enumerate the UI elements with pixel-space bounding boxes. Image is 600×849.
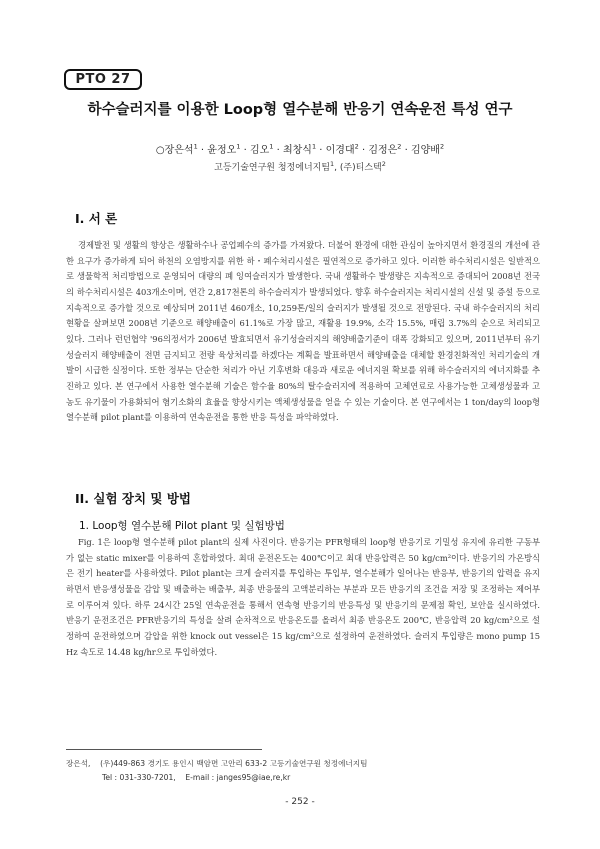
- footnote-address: 장은석, (우)449-863 경기도 용인시 백암면 고안리 633-2 고등기술연구원 청정에너지팀: [66, 759, 368, 768]
- section-heading-methods: II. 실험 장치 및 방법: [75, 491, 191, 506]
- author-7: 김양배$^2$: [410, 142, 445, 156]
- subsection-heading-pilot-plant: 1. Loop형 열수분해 Pilot plant 및 실험방법: [79, 520, 285, 532]
- author-3: 김오$^1$: [249, 142, 274, 156]
- paper-title: 하수슬러지를 이용한 Loop형 열수분해 반응기 연속운전 특성 연구: [87, 102, 513, 118]
- footnote-divider: [66, 749, 262, 750]
- affiliation: 고등기술연구원 청정에너지팀$^1$, (주)티스텍$^2$: [214, 160, 386, 173]
- author-6: 김정은$^2$: [368, 142, 402, 156]
- intro-paragraph: 경제발전 및 생활의 향상은 생활하수나 공업폐수의 증가를 가져왔다. 더불어 환경에 대한 관심이 높아지면서 환경질의 개선에 관한 요구가 증가하게 되어 하천의 오염방지를 위한 하・폐수처리시설은 필연적으로 증가하고 있다. 이러한 하수처리시설은 일반적으로 생물학적 처리방법으로 운영되어 대량의 폐 잉여슬러지가 발생한다. 국내 생활하수 발생량은 지속적으로 증대되어 2008년 전국의 하수처리시설은 403개소이며, 연간 2,817천톤의 하수슬러지가 발생되었다. 향후 하수슬러지는 처리시설의 신설 및 증설 등으로 지속적으로 증가할 것으로 예상되며 2011년 460개소, 10,259톤/일의 슬러지가 발생될 것으로 전망된다. 국내 하수슬러지의 처리현황을 살펴보면 2008년 기준으로 해양배출이 61.1%로 가장 많고, 재활용 19.9%, 소각 15.5%, 매립 3.7%의 순으로 처리되고 있다. 그러나 런던협약 '96의정서가 2006년 발효되면서 유기성슬러지의 해양배출기준이 대폭 강화되고 있으며, 2011년부터 유기성슬러지 해양배출이 전면 금지되고 전량 육상처리를 하겠다는 계획을 발표하면서 해양배출을 대체할 환경친화적인 처리기술의 개발이 시급한 실정이다. 또한 정부는 단순한 처리가 아닌 기후변화 대응과 새로운 에너지원 확보를 위해 하수슬러지의 에너지화를 추진하고 있다. 본 연구에서 사용한 열수분해 기술은 함수율 80%의 탈수슬러지에 적용하여 고체연료로 사용가능한 고체생성물과 고농도 유기물이 가용화되어 혐기소화의 효율을 향상시키는 액체생성물을 얻을 수 있는 기술이다. 본 연구에서는 1 ton/day의 loop형 열수분해 pilot plant를 이용하여 연속운전을 통한 반응 특성을 파악하였다.: [66, 240, 540, 423]
- author-5: 이경대$^2$: [325, 142, 359, 156]
- page-number: - 252 -: [285, 797, 315, 807]
- author-list: ○장은석$^1$ · 윤정오$^1$ · 김오$^1$ · 최창식$^1$ · 이경대$^2$ · 김정은$^2$ · 김양배$^2$: [155, 142, 445, 156]
- author-1: ○장은석$^1$: [155, 142, 198, 156]
- session-badge: PTO 27: [64, 69, 142, 90]
- author-2: 윤정오$^1$: [207, 142, 241, 156]
- methods-paragraph: Fig. 1은 loop형 열수분해 pilot plant의 실제 사진이다. 반응기는 PFR형태의 loop형 반응기로 기밀성 유지에 유리한 구동부가 없는 static mixer를 이용하여 혼합하였다. 최대 운전온도는 400℃이고 최대 반응압력은 50 kg/cm²이다. 반응기의 가온방식은 전기 heater를 사용하였다. Pilot plant는 크게 슬러지를 투입하는 투입부, 열수분해가 일어나는 반응부, 반응기의 압력을 유지하면서 반응생성물을 감압 및 배출하는 배출부, 최종 반응물의 고액분리하는 부분과 모든 반응기의 조건을 저장 및 조정하는 제어부로 이루어져 있다. 하루 24시간 25일 연속운전을 통해서 연속형 반응기의 반응특성 및 반응기의 문제점 확인, 보안을 실시하였다. 반응기 운전조건은 PFR반응기의 특성을 살려 순차적으로 반응온도를 올려서 최종 반응온도 200℃, 반응압력 20 kg/cm²으로 설정하여 운전하였으며 감압을 위한 knock out vessel은 15 kg/cm²으로 설정하여 운전하였다. 슬러지 투입량은 mono pump 15 Hz 속도로 14.48 kg/hr으로 투입하였다.: [66, 537, 540, 657]
- section-heading-intro: I. 서 론: [75, 211, 118, 226]
- footnote-contact: Tel : 031-330-7201, E-mail : janges95@iae,re,kr: [102, 773, 291, 782]
- author-4: 최창식$^1$: [282, 142, 317, 156]
